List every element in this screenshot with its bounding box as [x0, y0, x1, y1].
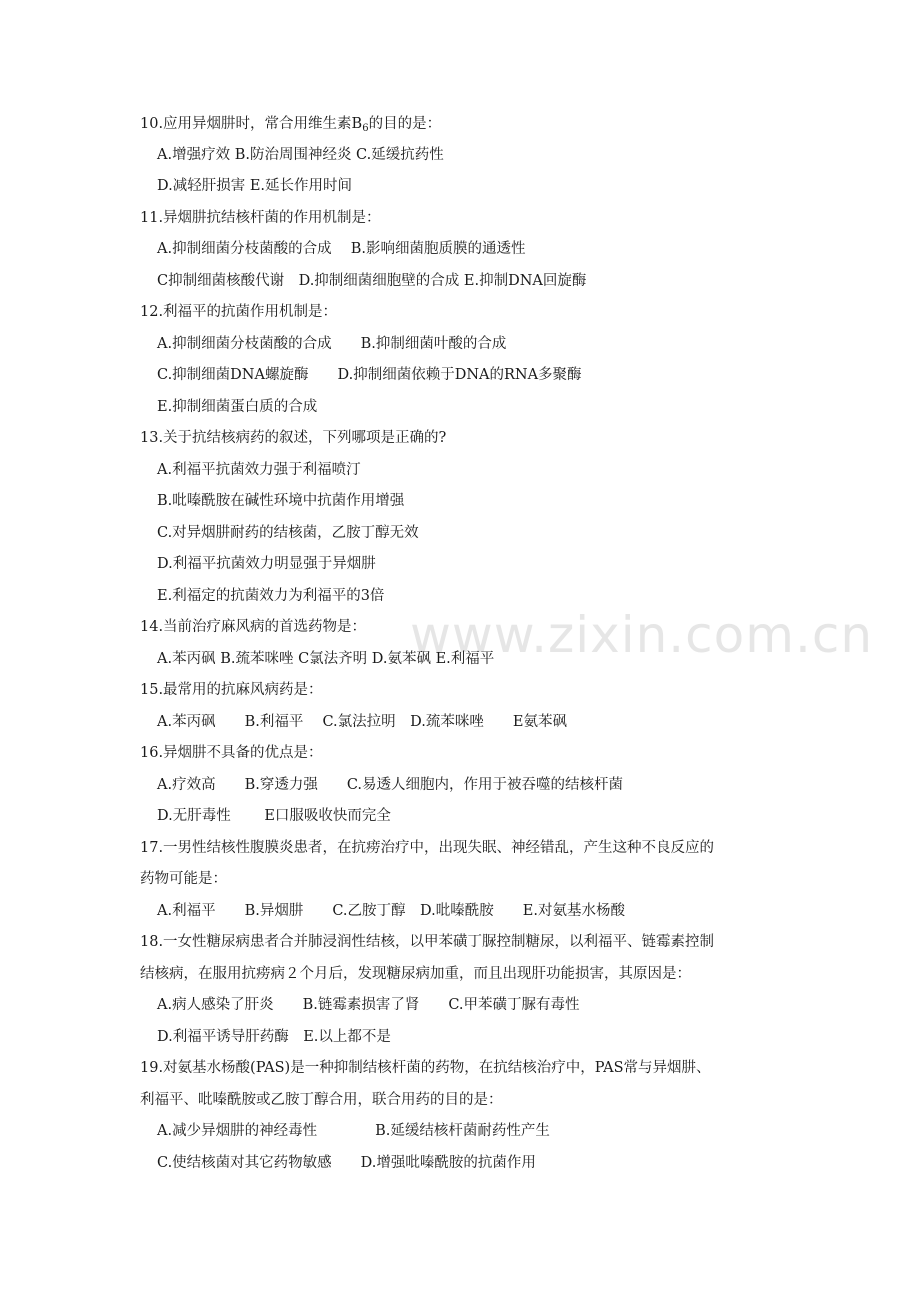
question-10-stem: 10.应用异烟肼时，常合用维生素$B_6$的目的是：: [140, 116, 442, 134]
question-18-options-1: A.病人感染了肝炎 B.链霉素损害了肾 C.甲苯磺丁脲有毒性: [157, 997, 580, 1013]
question-16-options-2: D.无肝毒性 E口服吸收快而完全: [157, 808, 391, 824]
question-11-options-1: A.抑制细菌分枝菌酸的合成 B.影响细菌胞质膜的通透性: [157, 241, 526, 257]
question-14-stem: 14.当前治疗麻风病的首选药物是：: [140, 619, 367, 635]
watermark: www.zixin.com.cn: [410, 606, 874, 664]
question-10-options-2: D.减轻肝损害 E.延长作用时间: [157, 178, 353, 194]
question-15-options-1: A.苯丙砜 B.利福平 C.氯法拉明 D.巯苯咪唑 E氨苯砜: [157, 714, 567, 730]
question-13-stem: 13.关于抗结核病药的叙述，下列哪项是正确的?: [140, 430, 447, 446]
question-11-stem: 11.异烟肼抗结核杆菌的作用机制是：: [140, 210, 381, 226]
question-18-stem-1: 18.一女性糖尿病患者合并肺浸润性结核，以甲苯磺丁脲控制糖尿，以利福平、链霉素控制: [140, 934, 715, 950]
question-13-option-a: A.利福平抗菌效力强于利福喷汀: [157, 462, 361, 478]
question-18-options-2: D.利福平诱导肝药酶 E.以上都不是: [157, 1029, 391, 1045]
question-12-stem: 12.利福平的抗菌作用机制是：: [140, 304, 338, 320]
question-17-stem-1: 17.一男性结核性腹膜炎患者，在抗痨治疗中，出现失眠、神经错乱，产生这种不良反应的: [140, 840, 715, 856]
question-15-stem: 15.最常用的抗麻风病药是：: [140, 682, 323, 698]
question-19-options-2: C.使结核菌对其它药物敏感 D.增强吡嗪酰胺的抗菌作用: [157, 1155, 536, 1171]
question-13-option-b: B.吡嗪酰胺在碱性环境中抗菌作用增强: [157, 493, 405, 509]
question-13-option-e: E.利福定的抗菌效力为利福平的3倍: [157, 588, 385, 604]
question-12-options-1: A.抑制细菌分枝菌酸的合成 B.抑制细菌叶酸的合成: [157, 336, 507, 352]
question-19-stem-2: 利福平、吡嗪酰胺或乙胺丁醇合用，联合用药的目的是：: [140, 1092, 503, 1108]
question-13-option-c: C.对异烟肼耐药的结核菌，乙胺丁醇无效: [157, 525, 419, 541]
question-17-options-1: A.利福平 B.异烟肼 C.乙胺丁醇 D.吡嗪酰胺 E.对氨基水杨酸: [157, 903, 625, 919]
question-11-options-2: C抑制细菌核酸代谢 D.抑制细菌细胞壁的合成 E.抑制DNA回旋酶: [157, 273, 587, 289]
question-10-options-1: A.增强疗效 B.防治周围神经炎 C.延缓抗药性: [157, 147, 444, 163]
question-18-stem-2: 结核病，在服用抗痨病２个月后，发现糖尿病加重，而且出现肝功能损害，其原因是：: [140, 966, 691, 982]
question-12-options-2: C.抑制细菌DNA螺旋酶 D.抑制细菌依赖于DNA的RNA多聚酶: [157, 367, 582, 383]
question-13-option-d: D.利福平抗菌效力明显强于异烟肼: [157, 556, 376, 572]
question-19-options-1: A.减少异烟肼的神经毒性 B.延缓结核杆菌耐药性产生: [157, 1123, 550, 1139]
question-16-options-1: A.疗效高 B.穿透力强 C.易透人细胞内，作用于被吞噬的结核杆菌: [157, 777, 624, 793]
question-12-options-3: E.抑制细菌蛋白质的合成: [157, 399, 318, 415]
question-16-stem: 16.异烟肼不具备的优点是：: [140, 745, 323, 761]
question-14-options-1: A.苯丙砜 B.巯苯咪唑 C氯法齐明 D.氨苯砜 E.利福平: [157, 651, 495, 667]
question-19-stem-1: 19.对氨基水杨酸(PAS)是一种抑制结核杆菌的药物，在抗结核治疗中，PAS常与异烟肼、: [140, 1060, 711, 1076]
question-17-stem-2: 药物可能是：: [140, 871, 227, 887]
